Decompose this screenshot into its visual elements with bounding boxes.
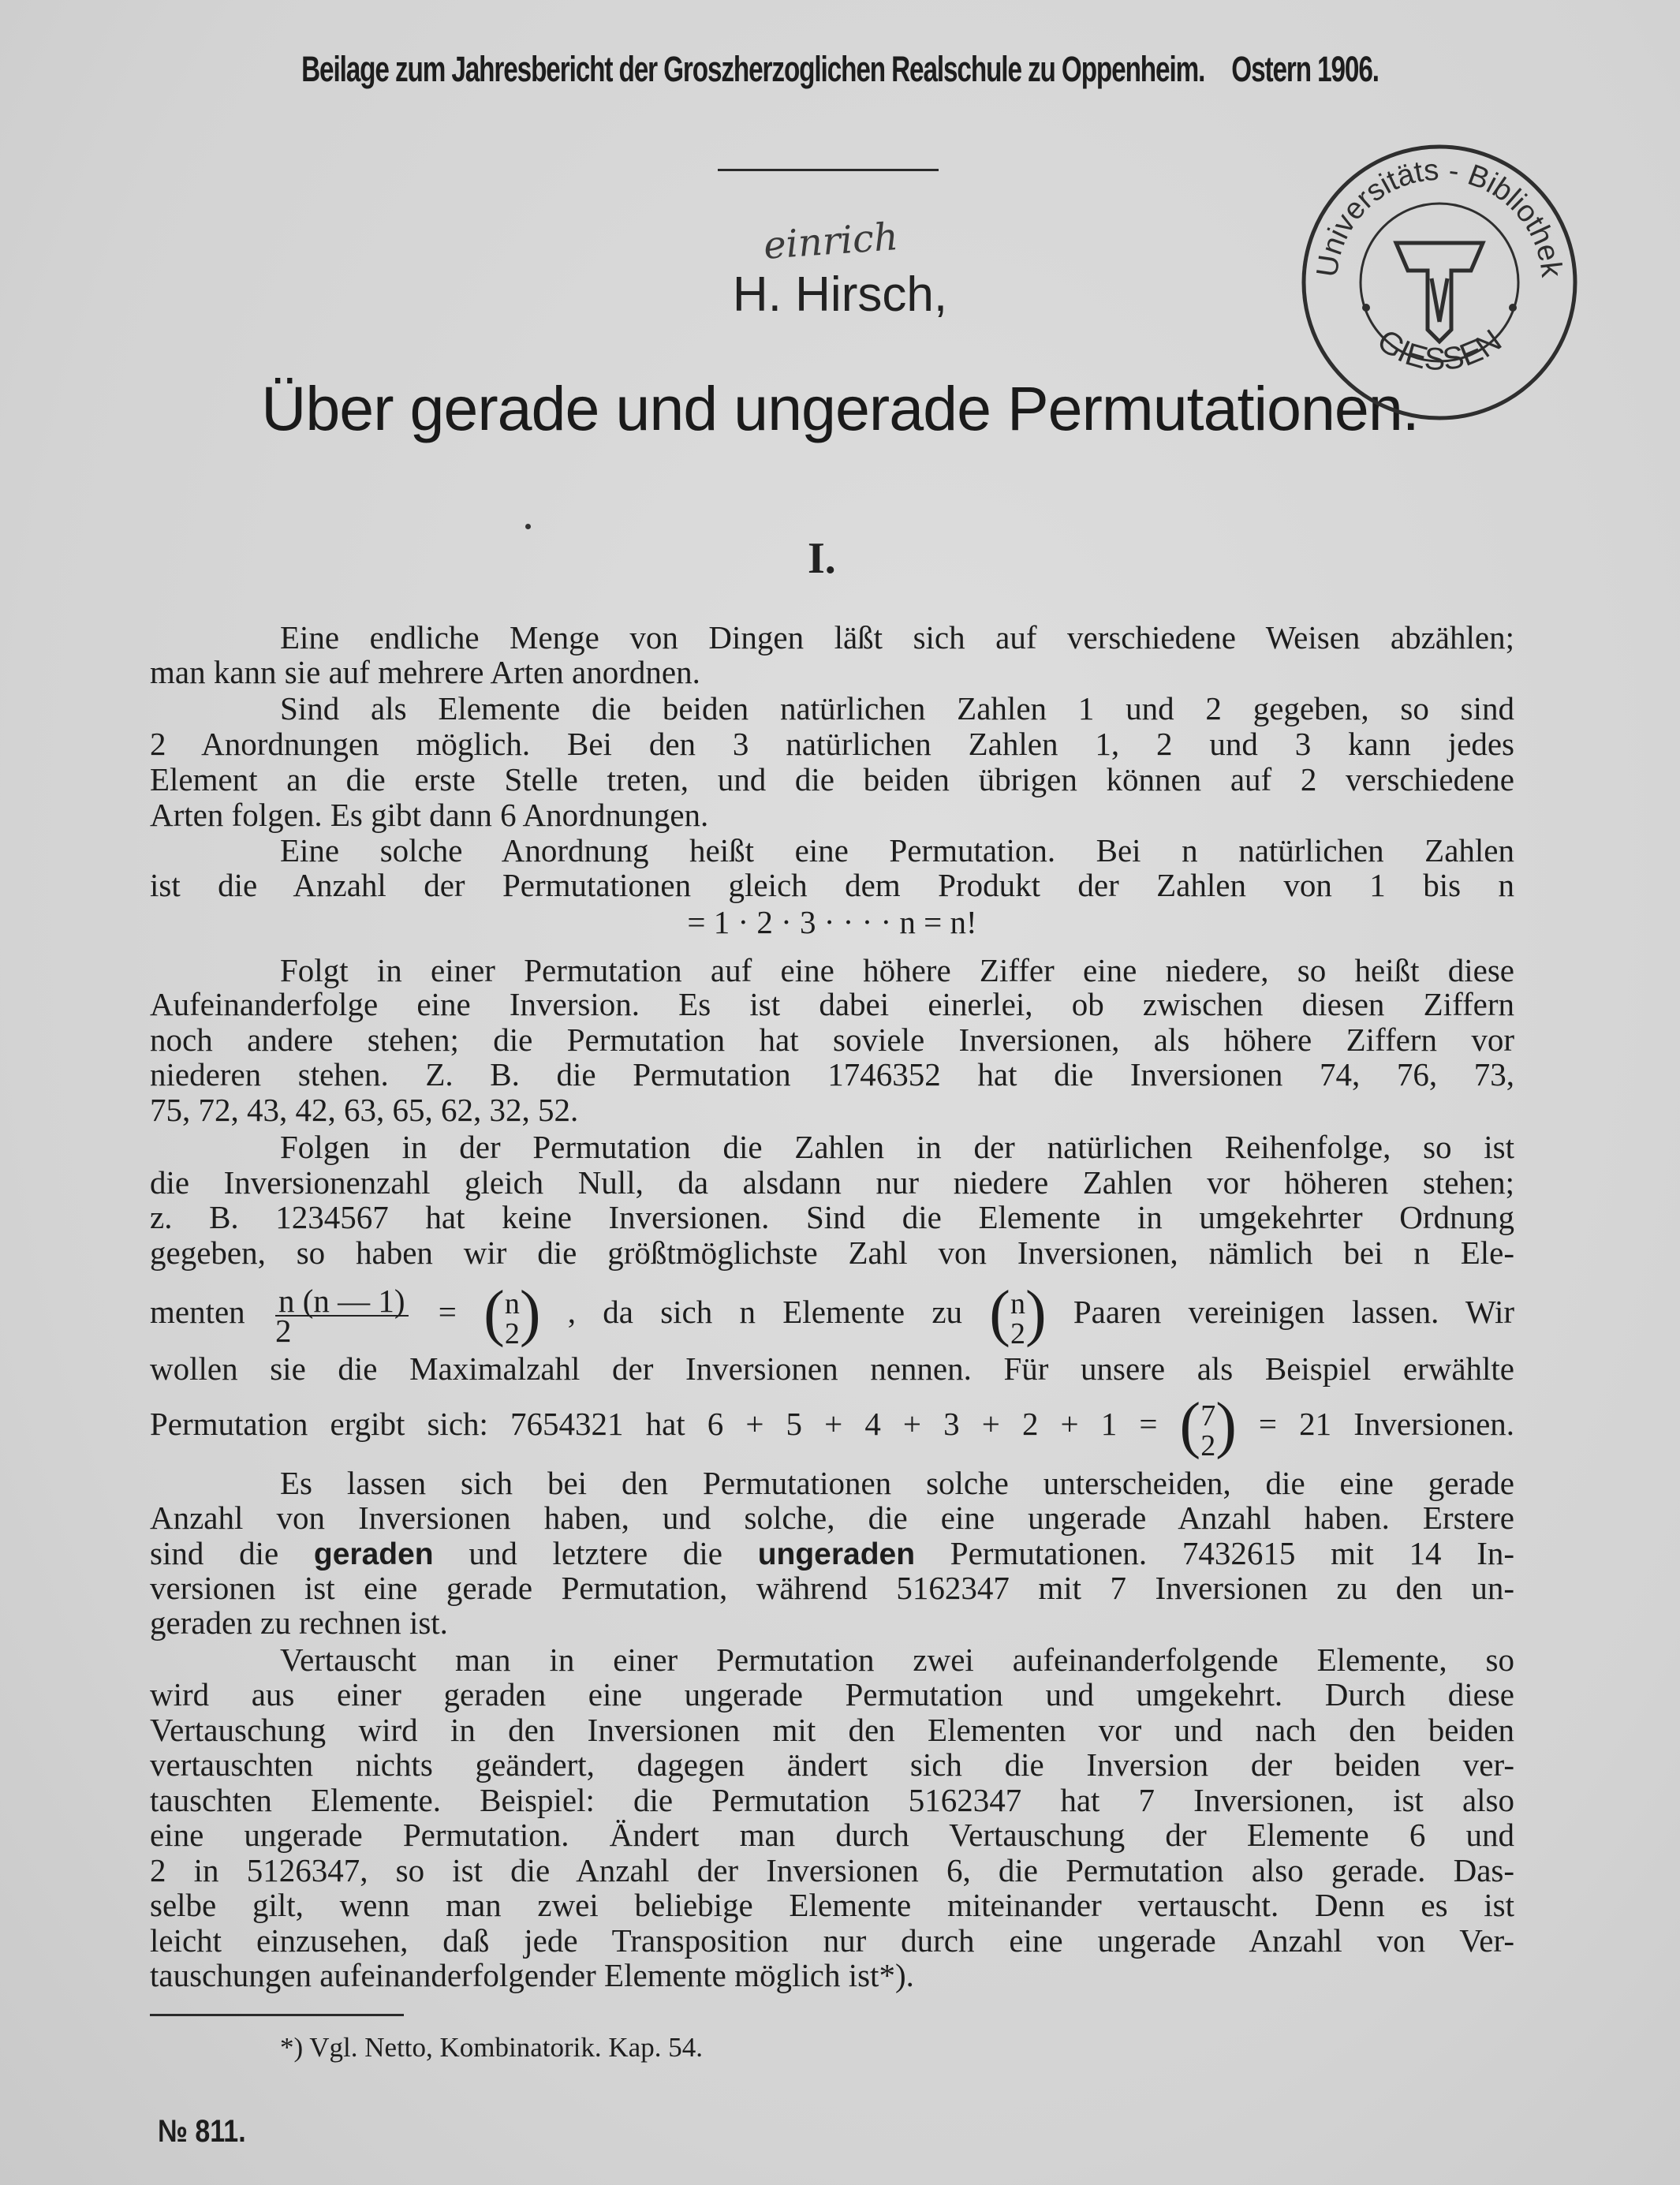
- header-year: Ostern 1906.: [1231, 49, 1379, 89]
- p5-line-3: z. B. 1234567 hat keine Inversionen. Sind die Elemente in umgekehrter Ordnung: [150, 1199, 1514, 1235]
- header-text: Beilage zum Jahresbericht der Groszherzoglichen Realschule zu Oppenheim.: [301, 49, 1205, 89]
- fraction: $\frac{n (n — 1)}{2}$: [275, 1287, 409, 1345]
- p5-line-1: Folgen in der Permutation die Zahlen in der natürlichen Reihenfolge, so ist: [280, 1129, 1514, 1165]
- p7-line-4: vertauschten nichts geändert, dagegen ändert sich die Inversion der beiden ver-: [150, 1746, 1514, 1783]
- p2-line-4: Arten folgen. Es gibt dann 6 Anordnungen.: [150, 797, 709, 833]
- p6-line-3: sind die geraden und letztere die ungeraden Permutationen. 7432615 mit 14 In-: [150, 1535, 1514, 1571]
- header-divider: [718, 169, 939, 171]
- binomial: (7 2): [1179, 1390, 1237, 1463]
- stamp-top-text: Universitäts - Bibliothek: [1310, 153, 1569, 279]
- p3-line-1: Eine solche Anordnung heißt eine Permutation. Bei n natürlichen Zahlen: [280, 832, 1514, 868]
- p2-line-1: Sind als Elemente die beiden natürlichen Zahlen 1 und 2 gegeben, so sind: [280, 690, 1514, 726]
- p7-line-3: Vertauschung wird in den Inversionen mit den Elementen vor und nach den beiden: [150, 1712, 1514, 1748]
- p2-line-3: Element an die erste Stelle treten, und die beiden übrigen können auf 2 verschiedene: [150, 761, 1514, 797]
- p4-line-1: Folgt in einer Permutation auf eine höhere Ziffer eine niedere, so heißt diese: [280, 952, 1514, 988]
- p5-line-6: wollen sie die Maximalzahl der Inversionen nennen. Für unsere als Beispiel erwählte: [150, 1350, 1514, 1387]
- term-gerade: geraden: [313, 1537, 434, 1571]
- p6-line-2: Anzahl von Inversionen haben, und solche, die eine ungerade Anzahl haben. Erstere: [150, 1500, 1514, 1536]
- p7-line-7: 2 in 5126347, so ist die Anzahl der Inversionen 6, die Permutation also gerade. Das-: [150, 1852, 1514, 1888]
- page-header: [218, 49, 1462, 90]
- p7-line-9: leicht einzusehen, daß jede Transposition nur durch eine ungerade Anzahl von Ver-: [150, 1922, 1514, 1959]
- p6-line-1: Es lassen sich bei den Permutationen solche unterscheiden, die eine gerade: [280, 1465, 1514, 1501]
- section-number: I.: [808, 534, 836, 583]
- stamp-emblem-icon: [1396, 243, 1483, 342]
- handwritten-annotation: einrich: [762, 215, 900, 268]
- ink-dot: [525, 524, 531, 529]
- stamp-bottom-text: GIESSEN: [1371, 323, 1508, 378]
- p1-line-2: man kann sie auf mehrere Arten anordnen.: [150, 654, 700, 690]
- p7-line-1: Vertauscht man in einer Permutation zwei aufeinanderfolgende Elemente, so: [280, 1642, 1514, 1678]
- p3-formula: = 1 · 2 · 3 · · · · n = n!: [687, 904, 977, 940]
- p6-line-5: geraden zu rechnen ist.: [150, 1604, 448, 1641]
- p1-line-1: Eine endliche Menge von Dingen läßt sich auf verschiedene Weisen abzählen;: [280, 619, 1514, 656]
- p7-line-6: eine ungerade Permutation. Ändert man durch Vertauschung der Elemente 6 und: [150, 1817, 1514, 1853]
- p7-line-10: tauschungen aufeinanderfolgender Elemente möglich ist*).: [150, 1957, 914, 1993]
- p4-line-5: 75, 72, 43, 42, 63, 65, 62, 32, 52.: [150, 1092, 579, 1128]
- author-name: H. Hirsch,: [732, 267, 948, 322]
- p7-line-2: wird aus einer geraden eine ungerade Permutation und umgekehrt. Durch diese: [150, 1676, 1514, 1713]
- binomial: (n 2): [483, 1278, 541, 1351]
- p7-line-8: selbe gilt, wenn man zwei beliebige Elemente miteinander vertauscht. Denn es ist: [150, 1887, 1514, 1923]
- binomial: (n 2): [989, 1278, 1047, 1351]
- p3-line-2: ist die Anzahl der Permutationen gleich dem Produkt der Zahlen von 1 bis n: [150, 867, 1514, 903]
- p4-line-2: Aufeinanderfolge eine Inversion. Es ist dabei einerlei, ob zwischen diesen Ziffern: [150, 986, 1514, 1022]
- p5-formula-line: menten $\frac{n (n — 1)}{2}$ = (n 2) , da sich n Elemente zu (n 2) Paaren vereinigen lassen. Wir: [150, 1278, 1515, 1351]
- library-stamp: [1294, 133, 1585, 432]
- term-ungerade: ungeraden: [757, 1537, 916, 1571]
- p6-line-4: versionen ist eine gerade Permutation, während 5162347 mit 7 Inversionen zu den un-: [150, 1570, 1514, 1606]
- footnote: *) Vgl. Netto, Kombinatorik. Kap. 54.: [280, 2032, 703, 2063]
- footnote-divider: [150, 2014, 404, 2016]
- page-number: № 811.: [158, 2114, 246, 2149]
- p5-line-4: gegeben, so haben wir die größtmöglichste Zahl von Inversionen, nämlich bei n Ele-: [150, 1234, 1514, 1271]
- article-title: Über gerade und ungerade Permutationen.: [261, 373, 1419, 443]
- p2-line-2: 2 Anordnungen möglich. Bei den 3 natürlichen Zahlen 1, 2 und 3 kann jedes: [150, 726, 1514, 762]
- p5-formula2-line: Permutation ergibt sich: 7654321 hat 6 + 5 + 4 + 3 + 2 + 1 = (7 2) = 21 Inversionen.: [150, 1390, 1515, 1463]
- p7-line-5: tauschten Elemente. Beispiel: die Permutation 5162347 hat 7 Inversionen, ist also: [150, 1782, 1514, 1818]
- p5-line-2: die Inversionenzahl gleich Null, da alsdann nur niedere Zahlen vor höheren stehen;: [150, 1164, 1514, 1201]
- p4-line-4: niederen stehen. Z. B. die Permutation 1746352 hat die Inversionen 74, 76, 73,: [150, 1056, 1514, 1092]
- p4-line-3: noch andere stehen; die Permutation hat soviele Inversionen, als höhere Ziffern vor: [150, 1022, 1514, 1058]
